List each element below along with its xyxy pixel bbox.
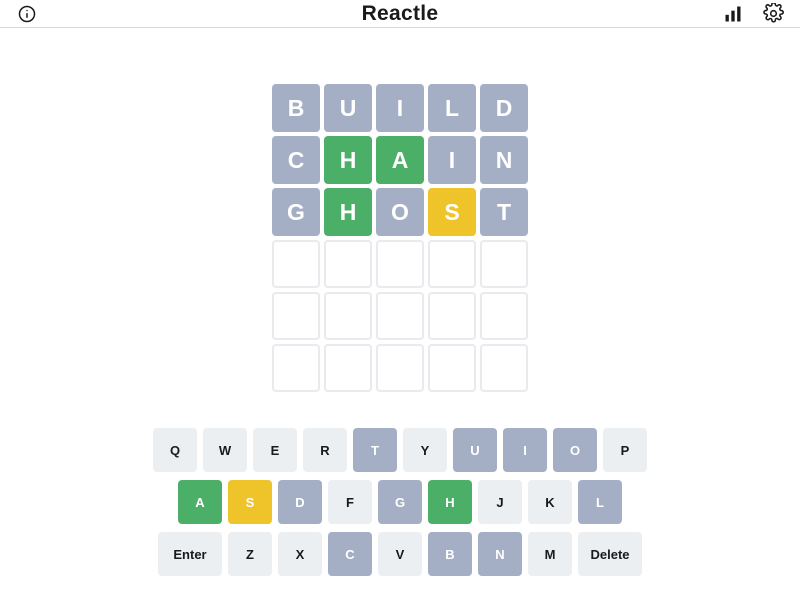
key-l[interactable]: L (578, 480, 622, 524)
key-t[interactable]: T (353, 428, 397, 472)
letter-tile: O (376, 188, 424, 236)
key-w[interactable]: W (203, 428, 247, 472)
key-y[interactable]: Y (403, 428, 447, 472)
letter-tile (272, 344, 320, 392)
board-row (272, 292, 528, 340)
letter-tile (480, 344, 528, 392)
board-row (272, 84, 528, 132)
key-m[interactable]: M (528, 532, 572, 576)
gear-icon[interactable] (762, 3, 784, 25)
letter-tile: U (324, 84, 372, 132)
letter-tile: H (324, 188, 372, 236)
letter-tile (428, 292, 476, 340)
keyboard-row (153, 428, 647, 472)
key-a[interactable]: A (178, 480, 222, 524)
key-s[interactable]: S (228, 480, 272, 524)
letter-tile (428, 344, 476, 392)
key-c[interactable]: C (328, 532, 372, 576)
key-n[interactable]: N (478, 532, 522, 576)
letter-tile (376, 292, 424, 340)
letter-tile: L (428, 84, 476, 132)
key-p[interactable]: P (603, 428, 647, 472)
info-circle-icon[interactable] (16, 3, 38, 25)
letter-tile: H (324, 136, 372, 184)
virtual-keyboard (0, 428, 800, 576)
letter-tile: A (376, 136, 424, 184)
key-i[interactable]: I (503, 428, 547, 472)
key-r[interactable]: R (303, 428, 347, 472)
board-row (272, 240, 528, 288)
letter-tile (480, 240, 528, 288)
letter-tile: G (272, 188, 320, 236)
header-right-group (722, 3, 784, 25)
letter-tile (480, 292, 528, 340)
letter-tile: N (480, 136, 528, 184)
guess-board (272, 84, 528, 392)
key-d[interactable]: D (278, 480, 322, 524)
header-left-group (16, 3, 38, 25)
key-v[interactable]: V (378, 532, 422, 576)
key-h[interactable]: H (428, 480, 472, 524)
key-u[interactable]: U (453, 428, 497, 472)
letter-tile: C (272, 136, 320, 184)
letter-tile (428, 240, 476, 288)
key-k[interactable]: K (528, 480, 572, 524)
key-enter[interactable]: Enter (158, 532, 222, 576)
letter-tile: I (376, 84, 424, 132)
app-header (0, 0, 800, 28)
letter-tile: D (480, 84, 528, 132)
key-delete[interactable]: Delete (578, 532, 642, 576)
letter-tile (324, 292, 372, 340)
board-row (272, 188, 528, 236)
key-b[interactable]: B (428, 532, 472, 576)
bar-chart-icon[interactable] (722, 3, 744, 25)
key-o[interactable]: O (553, 428, 597, 472)
key-j[interactable]: J (478, 480, 522, 524)
key-e[interactable]: E (253, 428, 297, 472)
key-z[interactable]: Z (228, 532, 272, 576)
letter-tile: S (428, 188, 476, 236)
board-row (272, 136, 528, 184)
key-q[interactable]: Q (153, 428, 197, 472)
letter-tile (272, 292, 320, 340)
keyboard-row (158, 532, 642, 576)
letter-tile: B (272, 84, 320, 132)
keyboard-row (178, 480, 622, 524)
letter-tile: I (428, 136, 476, 184)
page-title: Reactle (361, 1, 439, 25)
board-container (0, 84, 800, 392)
key-x[interactable]: X (278, 532, 322, 576)
letter-tile (272, 240, 320, 288)
letter-tile (376, 240, 424, 288)
letter-tile (376, 344, 424, 392)
letter-tile (324, 240, 372, 288)
board-row (272, 344, 528, 392)
letter-tile: T (480, 188, 528, 236)
letter-tile (324, 344, 372, 392)
key-g[interactable]: G (378, 480, 422, 524)
key-f[interactable]: F (328, 480, 372, 524)
